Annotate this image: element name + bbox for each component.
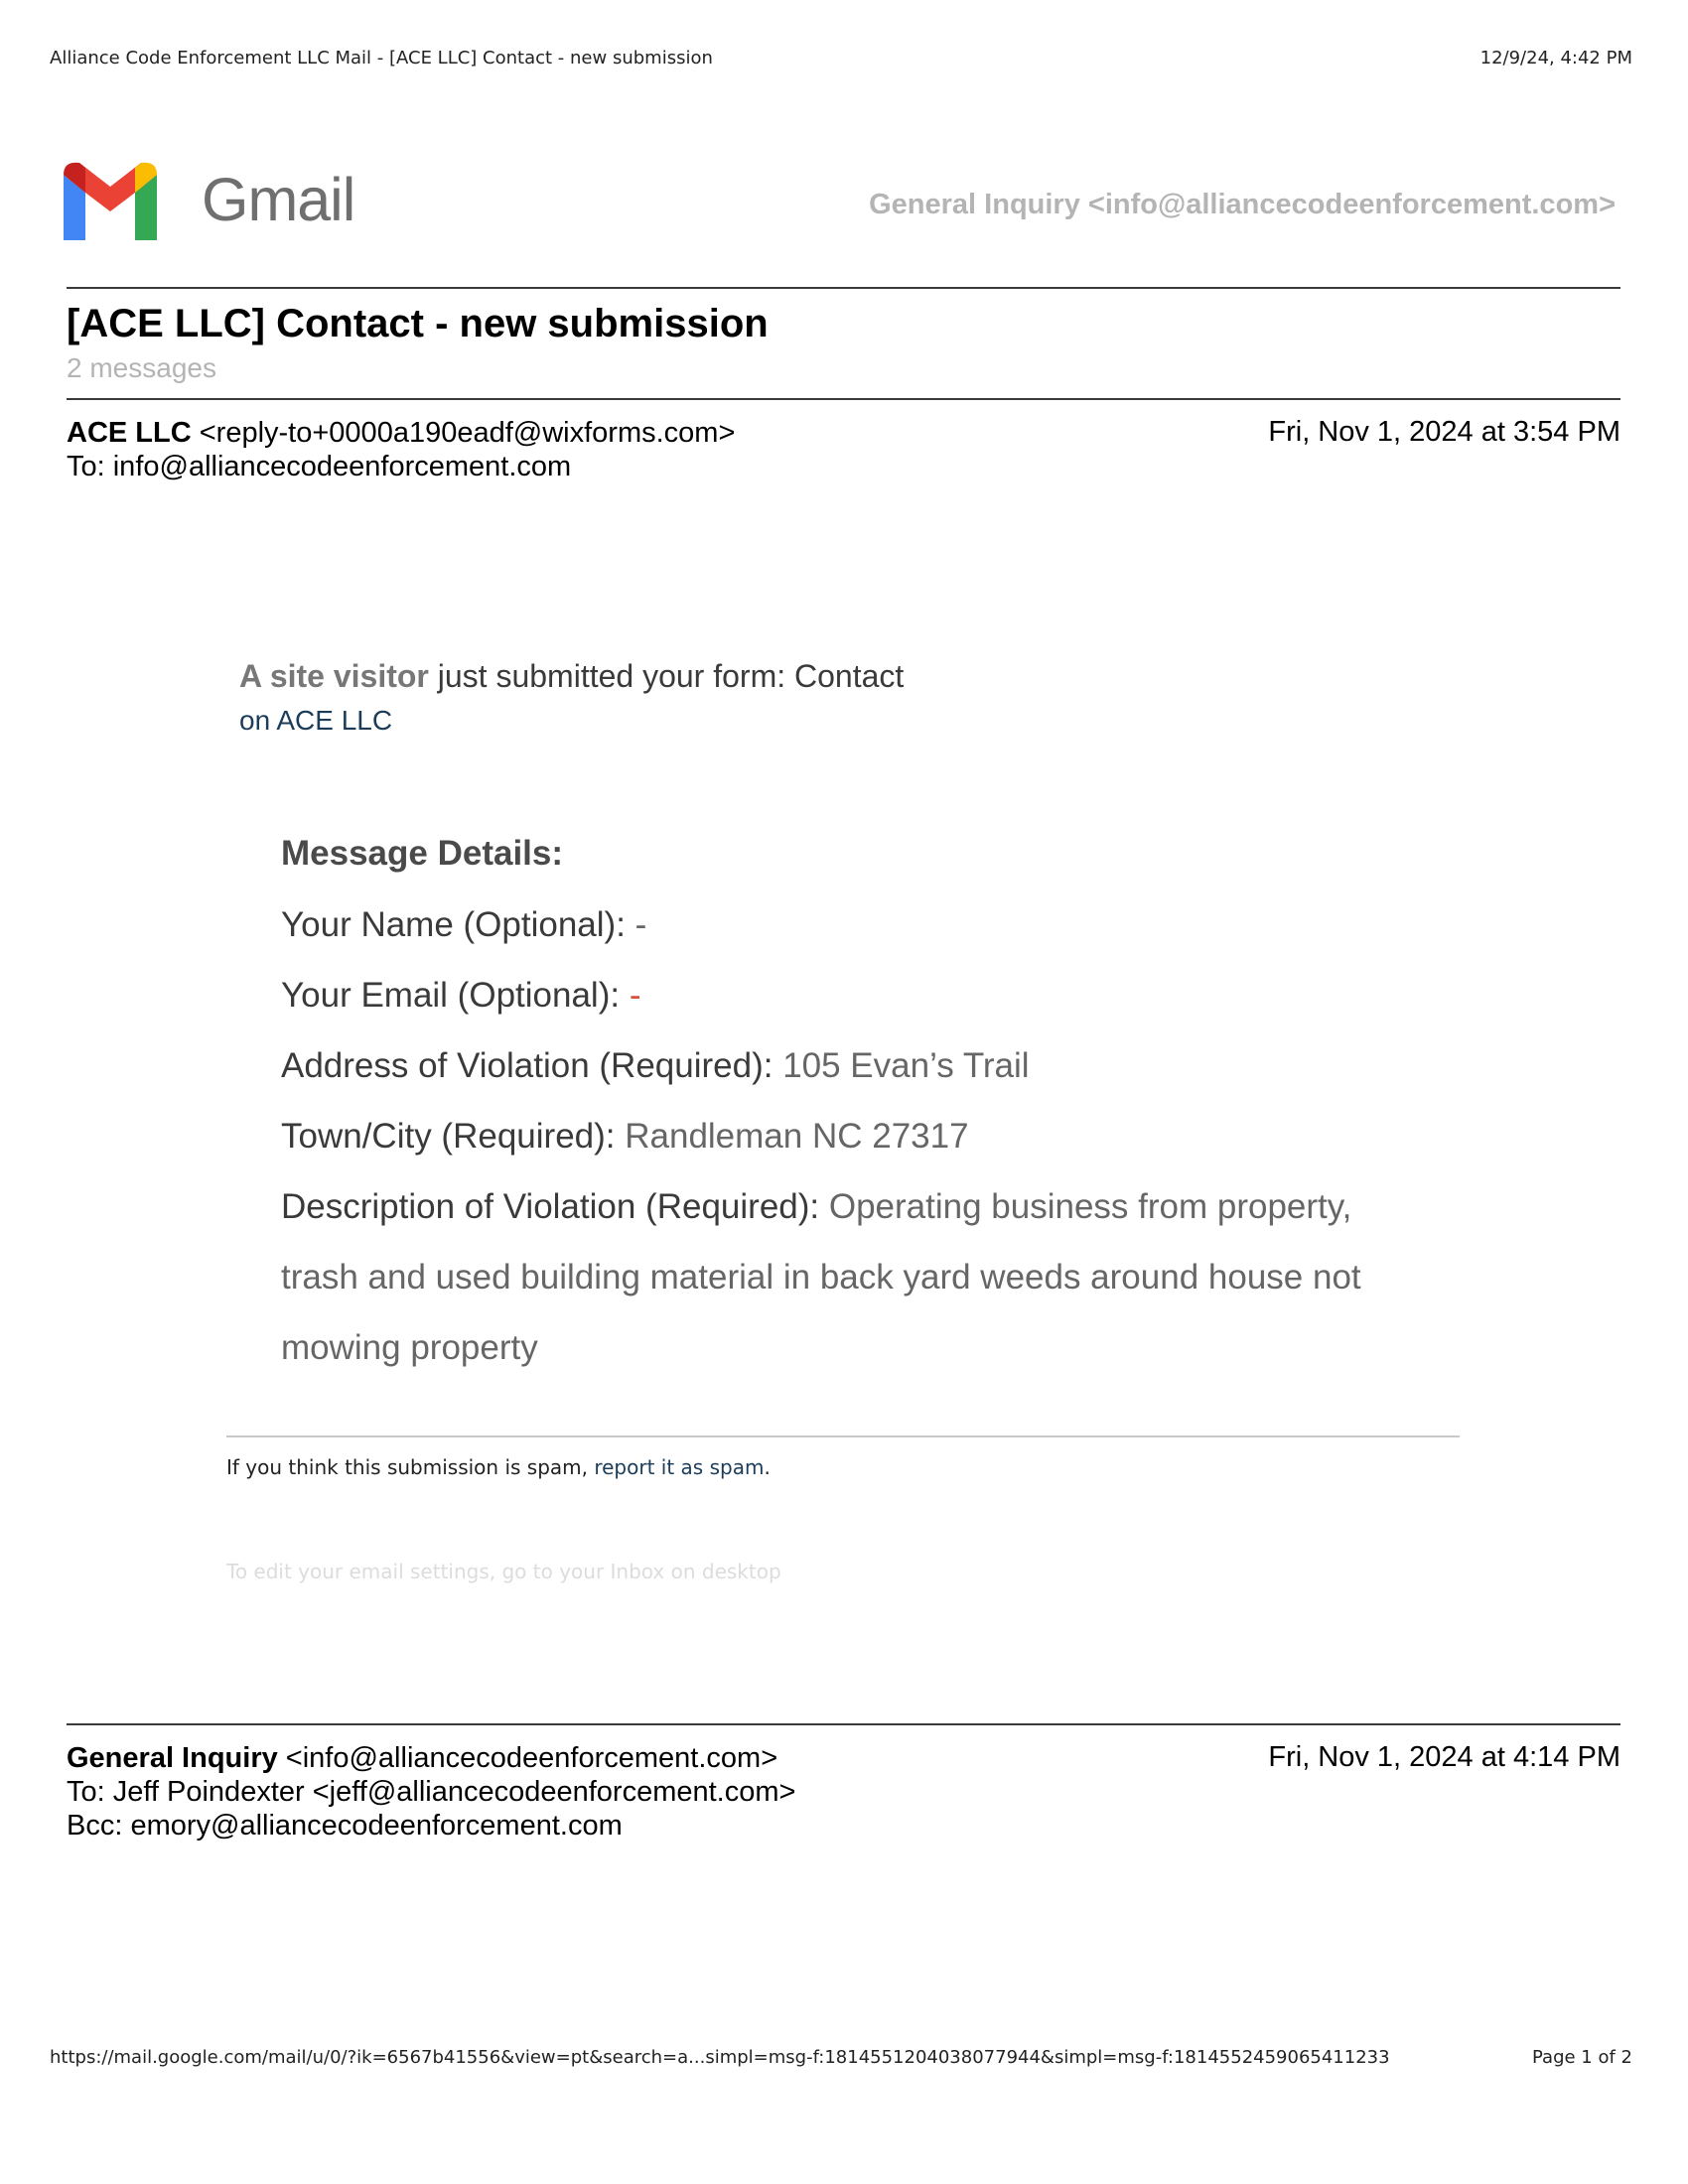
divider — [67, 287, 1620, 289]
description-continued: mowing property — [281, 1328, 538, 1367]
field-your-name — [281, 905, 646, 945]
print-url: https://mail.google.com/mail/u/0/?ik=6567b41556&view=pt&search=a...simpl=msg-f:1814551204038077944&simpl=msg-f:1814552459065411233 — [50, 2047, 1390, 2068]
message-1-date: Fri, Nov 1, 2024 at 3:54 PM — [1268, 416, 1620, 448]
message-2-date: Fri, Nov 1, 2024 at 4:14 PM — [1268, 1741, 1620, 1773]
page-number: Page 1 of 2 — [1532, 2047, 1632, 2068]
field-description — [281, 1187, 1351, 1227]
spam-end: . — [764, 1455, 771, 1479]
spam-text: If you think this submission is spam, — [226, 1455, 595, 1479]
report-spam-link[interactable]: report it as spam — [594, 1455, 765, 1479]
intro-strong: A site visitor — [239, 658, 429, 694]
field-label: Your Name (Optional): — [281, 905, 635, 944]
sender-name: ACE LLC — [67, 417, 192, 449]
gmail-logo — [56, 157, 165, 244]
divider — [226, 1435, 1460, 1437]
message-1-recipient: To: info@alliancecodeenforcement.com — [67, 451, 572, 482]
message-details-title: Message Details: — [281, 834, 564, 873]
message-count: 2 messages — [67, 352, 216, 383]
field-label: Your Email (Optional): — [281, 976, 630, 1015]
sender-email: <reply-to+0000a190eadf@wixforms.com> — [199, 417, 736, 449]
description-continued: trash and used building material in back yard weeds around house not — [281, 1258, 1361, 1297]
account-address: General Inquiry <info@alliancecodeenforcement.com> — [869, 189, 1616, 220]
spam-notice — [226, 1455, 771, 1479]
sender-name: General Inquiry — [67, 1742, 278, 1774]
field-town-city — [281, 1117, 969, 1157]
thread-subject: [ACE LLC] Contact - new submission — [67, 302, 769, 345]
site-name-line[interactable]: on ACE LLC — [239, 705, 393, 736]
field-label: Town/City (Required): — [281, 1117, 626, 1156]
field-value: Randleman NC 27317 — [625, 1117, 969, 1156]
divider — [67, 1723, 1620, 1725]
message-2-sender — [67, 1741, 777, 1775]
form-intro — [239, 658, 904, 695]
message-2-bcc: Bcc: emory@alliancecodeenforcement.com — [67, 1810, 623, 1842]
field-your-email — [281, 976, 640, 1016]
field-label: Description of Violation (Required): — [281, 1187, 829, 1226]
field-value: - — [629, 976, 641, 1015]
gmail-wordmark: Gmail — [202, 166, 355, 233]
field-value: - — [634, 905, 647, 944]
email-settings-note: To edit your email settings, go to your Inbox on desktop — [226, 1560, 781, 1583]
field-label: Address of Violation (Required): — [281, 1046, 783, 1085]
field-address — [281, 1046, 1030, 1086]
message-2-recipient: To: Jeff Poindexter <jeff@alliancecodeenforcement.com> — [67, 1776, 796, 1808]
print-timestamp: 12/9/24, 4:42 PM — [1479, 48, 1632, 68]
intro-rest: just submitted your form: Contact — [428, 658, 905, 694]
divider — [67, 398, 1620, 400]
gmail-m-icon — [56, 157, 165, 244]
field-value: Operating business from property, — [828, 1187, 1352, 1226]
field-value: 105 Evan’s Trail — [782, 1046, 1030, 1085]
sender-email: <info@alliancecodeenforcement.com> — [285, 1742, 778, 1774]
message-1-sender — [67, 416, 735, 450]
print-page-title: Alliance Code Enforcement LLC Mail - [ACE LLC] Contact - new submission — [50, 48, 713, 68]
